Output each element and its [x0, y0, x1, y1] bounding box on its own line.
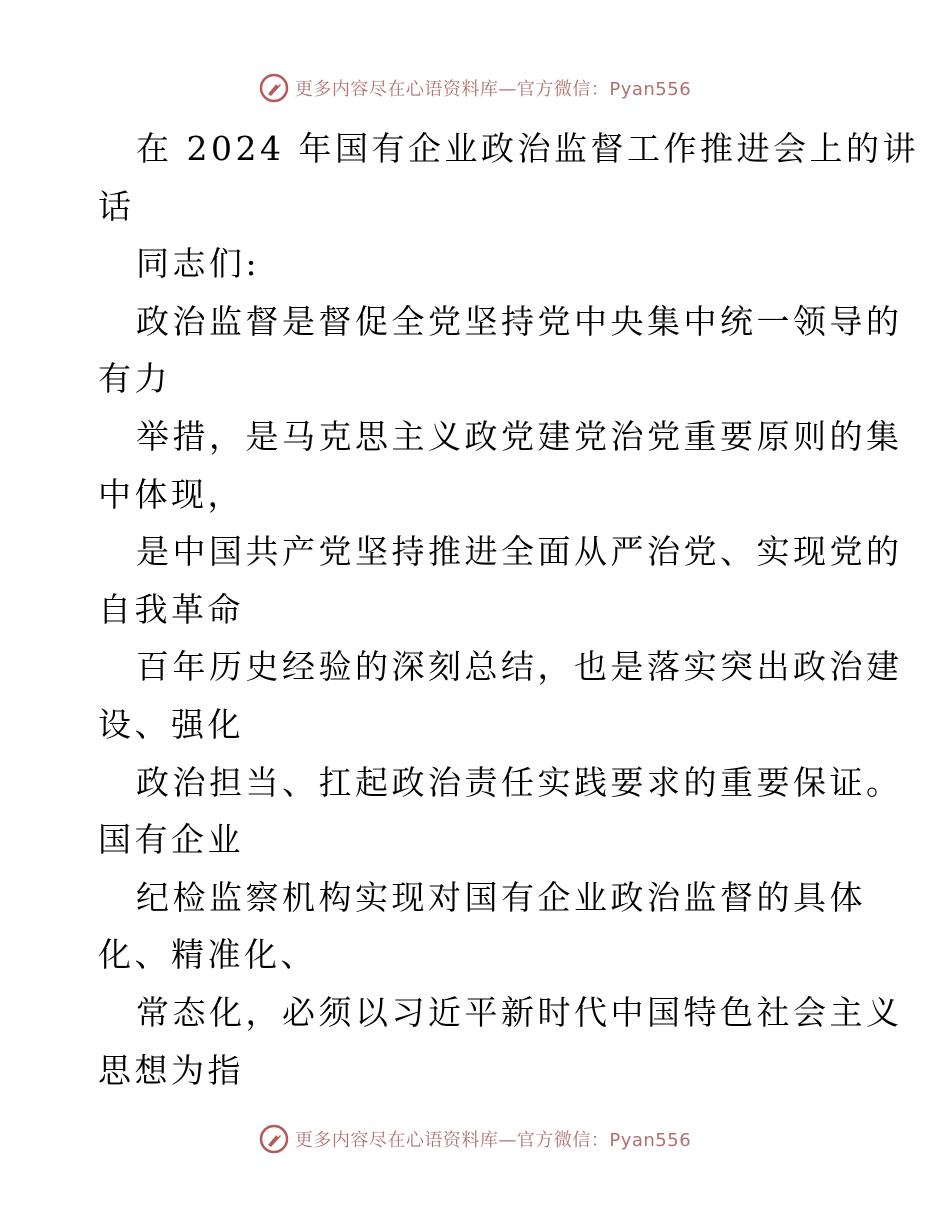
- text-line: 纪检监察机构实现对国有企业政治监督的具体: [136, 877, 866, 917]
- text-line: 化、精准化、: [98, 935, 317, 975]
- document-body: [98, 120, 919, 1099]
- header-watermark: [0, 73, 950, 103]
- text-line: 设、强化: [98, 704, 244, 744]
- text-line: 中体现，: [98, 474, 244, 514]
- watermark-text: 更多内容尽在心语资料库—官方微信：Pyan556: [294, 1130, 692, 1151]
- text-line: 常态化，必须以习近平新时代中国特色社会主义: [136, 992, 903, 1032]
- watermark-text: 更多内容尽在心语资料库—官方微信：Pyan556: [294, 79, 692, 100]
- text-line: 话: [98, 186, 135, 226]
- text-line: 思想为指: [98, 1050, 244, 1090]
- footer-watermark: [0, 1124, 950, 1154]
- pen-nib-logo-icon: [259, 73, 289, 103]
- text-line: 国有企业: [98, 820, 244, 860]
- text-line: 百年历史经验的深刻总结，也是落实突出政治建: [136, 647, 903, 687]
- text-line: 政治担当、扛起政治责任实践要求的重要保证。: [136, 762, 903, 802]
- text-line: 举措，是马克思主义政党建党治党重要原则的集: [136, 416, 903, 456]
- text-line: 有力: [98, 359, 171, 399]
- pen-nib-logo-icon: [259, 1124, 289, 1154]
- text-line: 是中国共产党坚持推进全面从严治党、实现党的: [136, 532, 903, 572]
- text-line: 同志们:: [136, 244, 261, 284]
- text-line: 政治监督是督促全党坚持党中央集中统一领导的: [136, 301, 903, 341]
- text-line: 自我革命: [98, 589, 244, 629]
- text-line: 在 2024 年国有企业政治监督工作推进会上的讲: [136, 129, 919, 168]
